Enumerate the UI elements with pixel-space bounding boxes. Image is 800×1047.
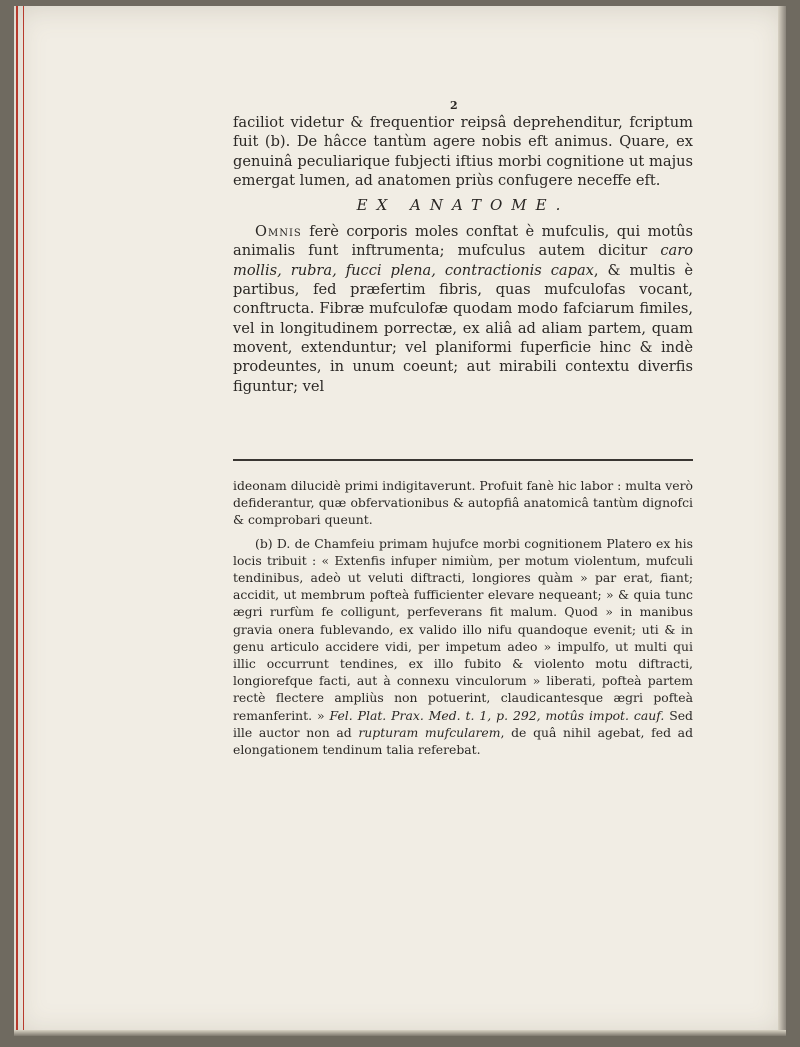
footnote-rule (233, 459, 693, 461)
page-edge-right (778, 6, 786, 1036)
paragraph-2 (233, 222, 693, 396)
page-number: 2 (450, 99, 458, 112)
left-margin-rule-inner (23, 6, 24, 1036)
footnote-b-reference: Fel. Plat. Prax. Med. t. 1, p. 292, motûs impot. cauf. (329, 707, 665, 723)
footnote-b-text-a: (b) D. de Chamfeiu primam hujufce morbi cognitionem Platero ex his locis tribuit : « Extenfis infuper nimiùm, per motum violentum, mufculi tendinibus, adeò ut veluti diftracti, longiores quàm » par erat, fiant; accidit, ut membrum pofteà fufficienter elevare nequeant; » & quia tunc ægri rurfùm fe colligunt, perfeverans fit malum. Quod » in manibus gravia onera fublevando, ex valido illo nifu quandoque evenit; uti & in genu articulo accidere vidi, per impetum adeo » impulfo, ut multi qui illic occurrunt tendines, ex illo fubito & violento motu diftracti, longiorefque facti, aut à connexu vinculorum » liberati, pofteà partem rectè flectere ampliùs non potuerint, claudicantesque ægri pofteà remanferint. » (233, 535, 693, 723)
footnote-b-emphasis: rupturam mufcularem (358, 724, 501, 740)
paragraph-2-text-a: ferè corporis moles conftat è mufculis, qui motûs animalis funt inftrumenta; mufculus autem dicitur (233, 223, 693, 260)
footnote-continuation: ideonam dilucidè primi indigitaverunt. Profuit fanè hic labor : multa verò defiderantur, quæ obfervationibus & autopfiâ anatomicâ tantùm dignofci & comprobari queunt. (233, 478, 693, 528)
section-heading: EX ANATOME. (356, 196, 570, 215)
footnote-b-text-c: , de quâ nihil agebat, fed ad elongationem tendinum talia referebat. (233, 724, 693, 758)
main-text (233, 113, 693, 396)
paragraph-2-definition: caro mollis, rubra, fucci plena, contractionis capax (233, 242, 693, 279)
left-margin-rule (16, 6, 18, 1036)
footnote-b-text-b: Sed ille auctor non ad (233, 707, 693, 740)
paragraph-1: faciliot videtur & frequentior reipsâ deprehenditur, fcriptum fuit (b). De hâcce tantùm agere nobis eft animus. Quare, ex genuinâ peculiarique fubjecti iftius morbi cognitione ut majus emergat lumen, ad anatomen priùs confugere neceffe eft. (233, 114, 693, 189)
footnotes (233, 477, 693, 758)
page-edge-bottom (14, 1030, 786, 1036)
paragraph-2-lead: Omnis (255, 223, 302, 241)
paragraph-2-text-b: , & multis è partibus, fed præfertim fibris, quas mufculofas vocant, conftructa. Fibræ mufculofæ quodam modo fafciarum fimiles, vel in longitudinem porrectæ, ex aliâ ad aliam partem, quam movent, extenduntur; vel planiformi fuperficie hinc & indè prodeuntes, in unum coeunt; aut mirabili contextu diverfis figuntur; vel (233, 261, 694, 395)
footnote-b (233, 535, 693, 759)
